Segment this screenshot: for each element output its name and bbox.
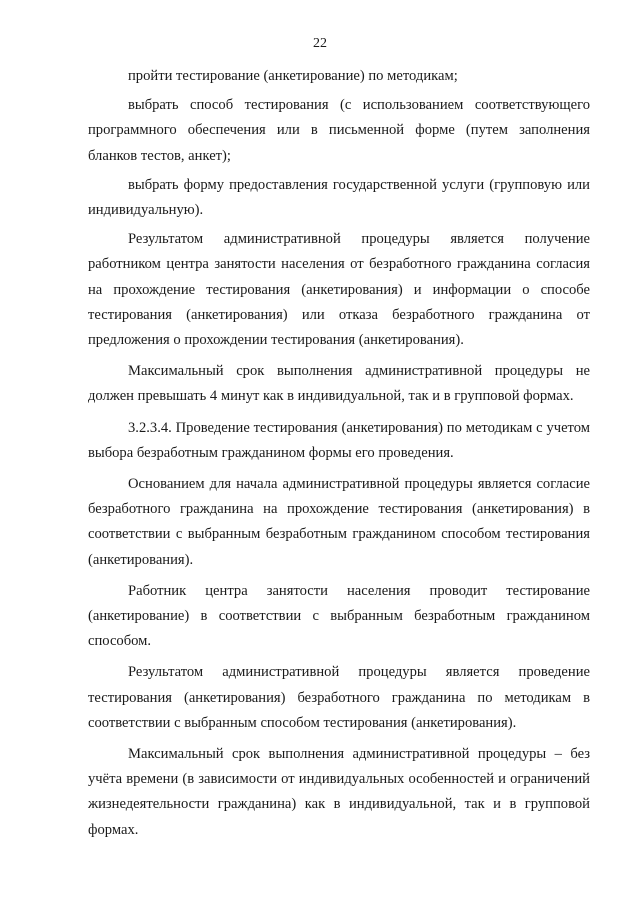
- paragraph: Основанием для начала административной процедуры является согласие безработного гражданина на прохождение тестирования (анкетирования) в соответствии с выбранным безработным гражданином способом тестирования (анкетирования).: [88, 476, 590, 568]
- paragraph: пройти тестирование (анкетирование) по методикам;: [128, 68, 458, 84]
- paragraph: Результатом административной процедуры является получение работником центра занятости населения от безработного гражданина согласия на прохождение тестирования (анкетирования) и информации о способе тестирования (анкетирования) или отказа безработного гражданина от предложения о прохождении тестирования (анкетирования).: [88, 231, 590, 349]
- section-heading-paragraph: 3.2.3.4. Проведение тестирования (анкетирования) по методикам с учетом выбора безработным гражданином формы его проведения.: [88, 419, 590, 461]
- page-number: 22: [313, 36, 327, 51]
- document-body: [88, 64, 590, 849]
- paragraph: выбрать способ тестирования (с использованием соответствующего программного обеспечения или в письменной форме (путем заполнения бланков тестов, анкет);: [88, 97, 590, 164]
- paragraph: Максимальный срок выполнения административной процедуры – без учёта времени (в зависимости от индивидуальных особенностей и ограничений жизнедеятельности гражданина) как в индивидуальной, так и в групповой формах.: [88, 746, 590, 838]
- paragraph: Работник центра занятости населения проводит тестирование (анкетирование) в соответствии с выбранным безработным гражданином способом.: [88, 582, 590, 650]
- paragraph: Максимальный срок выполнения административной процедуры не должен превышать 4 минут как в индивидуальной, так и в групповой формах.: [88, 363, 590, 405]
- paragraph: Результатом административной процедуры является проведение тестирования (анкетирования) безработного гражданина по методикам в соответствии с выбранным способом тестирования (анкетирования).: [88, 664, 590, 731]
- paragraph: выбрать форму предоставления государственной услуги (групповую или индивидуальную).: [88, 176, 590, 219]
